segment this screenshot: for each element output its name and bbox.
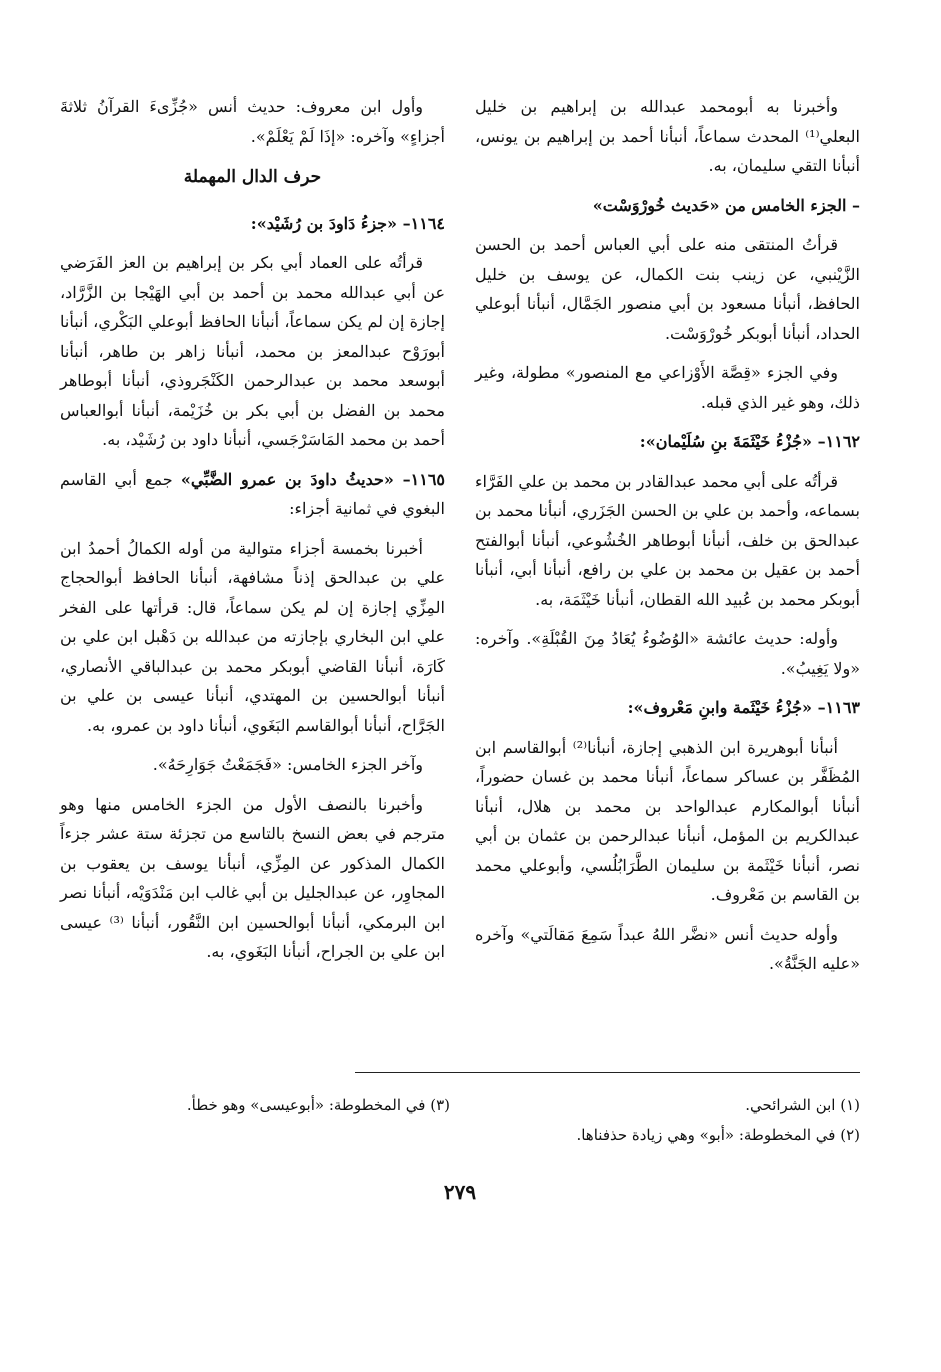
- footnote-rule: [355, 1072, 860, 1073]
- footnotes-right: [460, 1090, 860, 1150]
- footnote-3: (٣) في المخطوطة: «أبوعيسى» وهو خطأ.: [186, 1096, 450, 1114]
- paragraph: وأخبرنا به أبومحمد عبدالله بن إبراهيم بن خليل البعلي⁽¹⁾ المحدث سماعاً، أنبأنا أحمد بن إبراهيم بن يونس، أنبأنا التقي سليمان، به.: [475, 97, 860, 175]
- paragraph: قرأتُ المنتقى منه على أبي العباس أحمد بن الحسن الزَّيْنبي، عن زينب بنت الكمال، عن يوسف بن خليل الحافظ، أنبأنا مسعود بن أبي منصور الجَمَّال، أنبأنا أبوعلي الحداد، أنبأنا أبوبكر خُورْوَسْت.: [475, 235, 860, 343]
- entry-heading: ١١٦٤– «جزءُ دَاودَ بن رُشَيْد»:: [250, 213, 445, 233]
- footer-area: [60, 0, 860, 1372]
- paragraph: وأخبرنا بالنصف الأول من الجزء الخامس منها وهو مترجم في بعض النسخ بالتاسع من تجزئة ستة عشر جزءاً الكمال المذكور عن المِزِّي، أنبأنا يوسف بن يعقوب بن المجاوِر، عن عبدالجليل بن أبي غالب ابن مَنْدَوَيْه، أنبأنا نصر ابن البرمكي، أنبأنا أبوالحسين ابن النَّقُور، أنبأنا ⁽³⁾ عيسى ابن علي بن الجراح، أنبأنا البَغَوي، به.: [60, 794, 446, 961]
- paragraph: أخبرنا بخمسة أجزاء متوالية من أوله الكمالُ أحمدُ ابن علي بن عبدالحق إذناً مشافهة، أنبأنا الحافظ أبوالحجاج المِزِّي إجازة إن لم يكن سماعاً، قال: قرأتها على الفخر علي ابن البخاري بإجازته من عبدالله بن دَهْبل ابن علي بن كَارَة، أنبأنا القاضي أبوبكر محمد بن عبدالباقي الأنصاري، أنبأنا أبوالحسين بن المهتدي، أنبأنا عيسى بن علي بن الجَرَّاح، أنبأنا أبوالقاسم البَغَوي، أنبأنا داود بن عمرو، به.: [60, 538, 445, 735]
- entry-heading: ١١٦٥– «حديثُ داودَ بن عمرو الضَّبِّي»: [180, 469, 445, 489]
- page-number: ٢٧٩: [443, 1180, 477, 1204]
- paragraph: أنبأنا أبوهريرة ابن الذهبي إجازة، أنبأنا⁽²⁾ أبوالقاسم ابن المُظَفَّر بن عساكر سماعاً، أنبأنا محمد بن غسان حضوراً، أنبأنا أبوالمكارم عبدالواحد بن محمد بن هلال، أنبأنا عبدالكريم بن المؤمل، أنبأنا عبدالرحمن بن عثمان بن أبي نصر، أنبأنا خَيْثَمة بن سليمان الطَّرَابُلُسي، وأبوعلي محمد بن القاسم بن مَعْروف.: [475, 737, 860, 904]
- paragraph: وفي الجزء «قِصَّة الأَوْزاعي مع المنصور» مطولة، وغير ذلك، وهو غير الذي قبله.: [475, 363, 860, 412]
- footnote-1: (١) ابن الشرائحي.: [745, 1096, 860, 1114]
- paragraph: قرأتُه على أبي محمد عبدالقادر بن محمد بن علي الفَرَّاء بسماعه، وأحمد بن علي بن الحسن الجَزَري، أنبأنا محمد بن عبدالحق بن خلف، أنبأنا أبوطاهر الخُشُوعي، أنبأنا أبوالفتح أحمد بن عقيل بن محمد بن علي بن رافع، أنبأنا أبي، أنبأنا أبوبكر محمد بن عُبيد الله القطان، أنبأنا خَيْثَمَة، به.: [475, 471, 861, 609]
- paragraph: وأوله: حديث عائشة «الوُضُوءُ يُعَادُ مِنَ القُبْلَةِ». وآخره: «ولا يَغِيبُ».: [475, 629, 860, 678]
- entry-text: جمع أبي القاسم البغوي في ثمانية أجزاء:: [60, 469, 445, 518]
- paragraph: وأول ابن معروف: حديث أنس «جُزِّىءَ القرآنُ ثلاثةَ أجزاءٍ» وآخره: «إذَا لَمْ يَعْلَمْ».: [60, 97, 445, 146]
- paragraph: وأوله حديث أنس «نضَّر اللهُ عبداً سَمِعَ مَقالَتي» وآخره «عليه الجَنَّةُ».: [475, 924, 860, 973]
- section-title: حرف الدال المهملة: [183, 167, 322, 187]
- paragraph: قرأتُه على العماد أبي بكر بن إبراهيم بن العز الفَرَضي عن أبي عبدالله محمد بن أحمد بن أبي الهَيْجا بن الزَّرَّاد، إجازة إن لم يكن سماعاً، أنبأنا الحافظ أبوعلي البَكْري، أنبأنا أبورَوْح عبدالمعز بن محمد، أنبأنا زاهر بن طاهر، أنبأنا أبوسعد محمد بن عبدالرحمن الكَنْجَروذي، أنبأنا أبوطاهر محمد بن الفضل بن أبي بكر بن خُزَيْمة، أنبأنا أبوالعباس أحمد بن محمد المَاسَرْجَسي، أنبأنا داود بن رُشَيْد، به.: [60, 253, 445, 449]
- entry-heading: ١١٦٣– «جُزْءُ خَيْثَمة وابنِ مَعْروف»:: [627, 698, 860, 717]
- footnote-2: (٢) في المخطوطة: «أبو» وهي زيادة حذفناها.: [576, 1126, 860, 1144]
- entry-heading: – الجزء الخامس من «حَديث خُورْوَسْت»: [592, 195, 860, 215]
- footnotes-left: [60, 1090, 450, 1120]
- paragraph: وآخر الجزء الخامس: «فَجَمَعْتُ جَوَارِحَهُ».: [152, 755, 423, 774]
- entry-heading: ١١٦٢– «جُزْءُ خَيْثَمَةَ بنِ سُلَيْمان»:: [639, 432, 860, 451]
